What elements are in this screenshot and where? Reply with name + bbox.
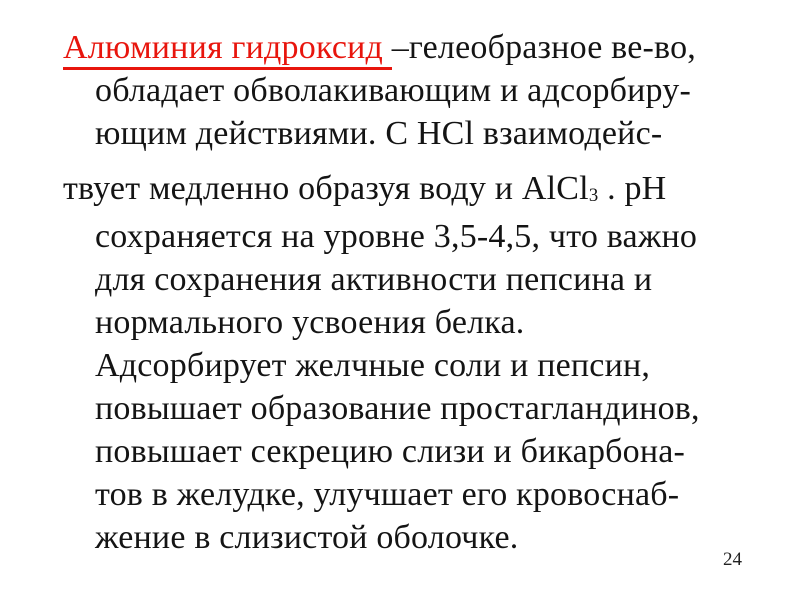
- text-line: [63, 516, 764, 559]
- text-segment: обладает обволакивающим и адсорбиру-: [95, 72, 692, 109]
- text-segment: для сохранения активности пепсина и: [95, 261, 653, 298]
- text-line: [63, 258, 764, 301]
- subscript-digit: 3: [588, 185, 599, 207]
- text-line: [63, 215, 764, 258]
- text-line: [63, 26, 764, 69]
- text-line: [63, 112, 764, 155]
- text-segment: Адсорбирует желчные соли и пепсин,: [95, 347, 651, 384]
- paragraph-body: [63, 167, 764, 559]
- text-segment: ющим действиями. С HCl взаимодейс-: [95, 115, 663, 152]
- paragraph-intro: [63, 26, 764, 155]
- text-segment: –гелеобразное ве-во,: [391, 29, 696, 66]
- text-segment: сохраняется на уровне 3,5-4,5, что важно: [95, 218, 698, 255]
- text-line: [63, 387, 764, 430]
- text-segment: жение в слизистой оболочке.: [95, 519, 519, 556]
- text-segment: повышает секрецию слизи и бикарбона-: [95, 433, 686, 470]
- text-line: [63, 430, 764, 473]
- text-segment: твует медленно образуя воду и AlCl: [63, 170, 589, 207]
- text-line: [63, 69, 764, 112]
- text-line: [63, 473, 764, 516]
- text-segment: нормального усвоения белка.: [95, 304, 525, 341]
- text-segment: тов в желудке, улучшает его кровоснаб-: [95, 476, 680, 513]
- text-line: [63, 167, 764, 215]
- text-segment: повышает образование простагландинов,: [95, 390, 700, 427]
- slide-page-number: 24: [723, 549, 742, 570]
- text-line: [63, 301, 764, 344]
- text-line: [63, 344, 764, 387]
- term-title-red: Алюминия гидроксид: [63, 29, 392, 70]
- text-segment: . pH: [598, 170, 667, 207]
